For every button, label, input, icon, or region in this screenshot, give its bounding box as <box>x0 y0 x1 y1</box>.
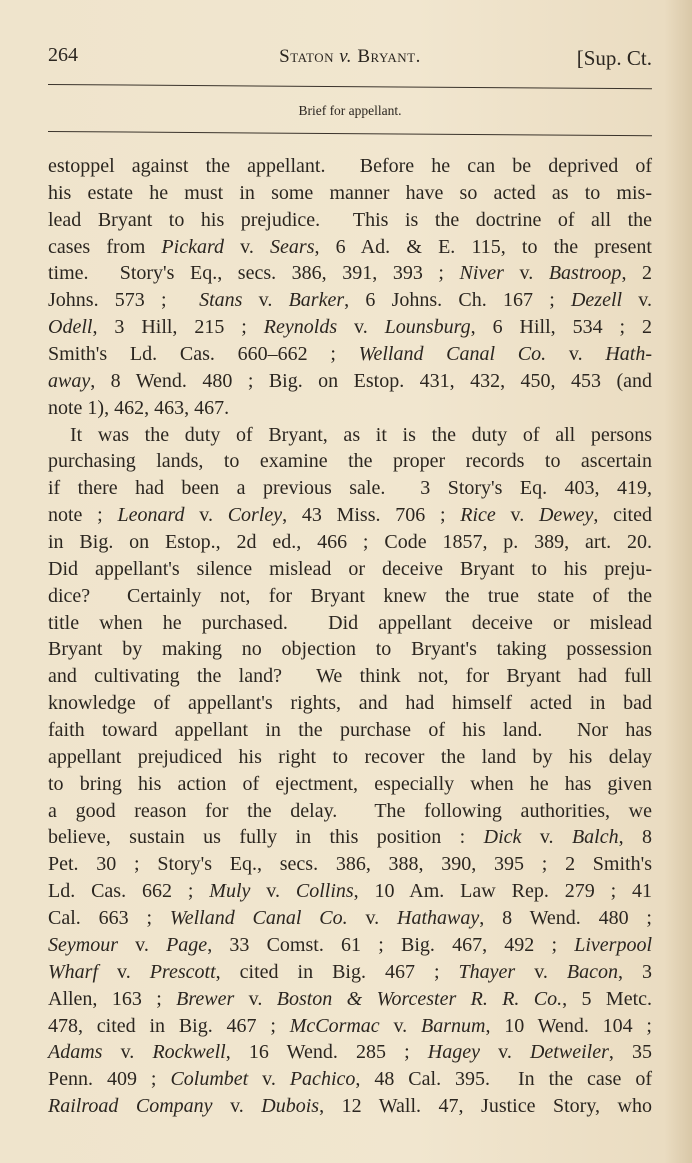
text-segment: , 5 Metc. <box>562 987 653 1010</box>
text-segment: Allen, 163 ; <box>48 987 177 1010</box>
text-segment: v. <box>337 316 385 339</box>
case-name: Bacon <box>566 960 619 983</box>
text-segment: v. <box>117 933 167 956</box>
text-line <box>48 1066 652 1093</box>
text-segment: knowledge of appellant's rights, and had himself acted in bad <box>48 692 652 715</box>
case-name: Dubois <box>261 1095 320 1118</box>
text-line <box>48 314 652 341</box>
case-name: Hathaway <box>397 907 480 930</box>
text-line <box>48 368 652 395</box>
text-segment: , 8 Wend. 480 ; Big. on Estop. 431, 432, 450, 453 (and <box>90 369 652 392</box>
case-name: Stans <box>199 289 243 312</box>
text-line <box>48 771 652 798</box>
section-subheading: Brief for appellant. <box>298 103 402 118</box>
text-segment: , 3 <box>618 960 653 983</box>
text-line <box>48 180 652 207</box>
text-line <box>48 798 652 825</box>
text-segment: , 12 Wall. 47, Justice Story, who <box>319 1095 652 1118</box>
text-line <box>48 502 652 529</box>
text-segment: , 8 <box>618 826 653 849</box>
case-name: Seymour <box>48 933 118 956</box>
text-segment: It was the duty of Bryant, as it is the duty of all persons <box>70 423 652 446</box>
text-segment: , 35 <box>608 1041 652 1064</box>
text-segment: v. <box>515 960 567 983</box>
text-segment: dice? Certainly not, for Bryant knew the true state of the <box>48 584 652 607</box>
text-segment: , 6 Ad. & E. 115, to the present <box>314 235 652 258</box>
text-line <box>48 878 652 905</box>
text-segment: , 48 Cal. 395. In the case of <box>355 1068 652 1091</box>
text-segment: , 43 Miss. 706 ; <box>282 504 461 527</box>
text-segment: , 8 Wend. 480 ; <box>479 907 652 930</box>
text-line <box>48 636 652 663</box>
case-name: Hath- <box>605 343 652 366</box>
case-name: Adams <box>48 1041 103 1064</box>
text-line <box>48 851 652 878</box>
text-segment: note ; <box>48 504 118 527</box>
text-segment: Johns. 573 ; <box>48 289 200 312</box>
text-line <box>48 260 652 287</box>
text-segment: time. Story's Eq., secs. 386, 391, 393 ; <box>48 262 460 285</box>
case-name: Pachico <box>289 1068 356 1091</box>
running-header <box>48 44 652 74</box>
text-line <box>48 663 652 690</box>
text-segment: Cal. 663 ; <box>48 907 170 930</box>
text-segment: purchasing lands, to examine the proper records to ascertain <box>48 450 652 473</box>
court-label: [Sup. Ct. <box>576 46 652 70</box>
text-segment: v. <box>212 1095 262 1118</box>
text-line <box>48 690 652 717</box>
text-segment: , 10 Wend. 104 ; <box>485 1014 652 1037</box>
text-segment: appellant prejudiced his right to recover the land by his delay <box>48 745 652 768</box>
text-segment: if there had been a previous sale. 3 Story's Eq. 403, 419, <box>48 477 652 500</box>
text-segment: , 10 Am. Law Rep. 279 ; 41 <box>353 880 653 903</box>
text-segment: v. <box>242 289 289 312</box>
text-segment: Smith's Ld. Cas. 660–662 ; <box>48 343 359 366</box>
text-segment: , 2 <box>621 262 653 285</box>
case-title-defendant: Bryant. <box>352 46 421 67</box>
case-name: Bastroop <box>548 262 622 285</box>
case-name: Hagey <box>427 1041 480 1064</box>
text-segment: v. <box>379 1014 421 1037</box>
text-segment: note 1), 462, 463, 467. <box>48 396 230 419</box>
case-title-plaintiff: Staton <box>279 46 340 67</box>
text-segment: v. <box>248 1068 290 1091</box>
text-segment: v. <box>184 504 228 527</box>
text-line <box>48 448 652 475</box>
text-line <box>48 422 652 449</box>
text-line <box>48 959 652 986</box>
text-line <box>48 1013 652 1040</box>
text-segment: 478, cited in Big. 467 ; <box>48 1014 290 1037</box>
case-name: Odell <box>48 316 93 339</box>
text-line <box>48 717 652 744</box>
text-segment: , 3 Hill, 215 ; <box>92 316 264 339</box>
text-segment: Ld. Cas. 662 ; <box>48 880 210 903</box>
text-line <box>48 529 652 556</box>
text-segment: v. <box>234 987 277 1010</box>
text-line <box>48 153 652 180</box>
text-segment: v. <box>480 1041 530 1064</box>
text-segment: v. <box>224 235 271 258</box>
text-line <box>48 583 652 610</box>
case-name: Balch <box>571 826 619 849</box>
case-name: Brewer <box>176 987 235 1010</box>
text-line <box>48 744 652 771</box>
text-segment: , 33 Comst. 61 ; Big. 467, 492 ; <box>207 933 575 956</box>
text-segment: , 6 Johns. Ch. 167 ; <box>344 289 571 312</box>
case-name: Rockwell <box>152 1041 226 1064</box>
text-line <box>48 287 652 314</box>
text-segment: v. <box>622 289 653 312</box>
case-name: Niver <box>459 262 504 285</box>
case-name: Leonard <box>117 504 185 527</box>
case-name: away <box>48 369 91 392</box>
case-name: Lounsburg <box>384 316 471 339</box>
case-name: Prescott <box>149 960 216 983</box>
text-line <box>48 475 652 502</box>
text-segment: estoppel against the appellant. Before he can be deprived of <box>48 155 652 177</box>
text-line <box>48 207 652 234</box>
text-segment: v. <box>98 960 150 983</box>
text-line <box>48 824 652 851</box>
text-segment: in Big. on Estop., 2d ed., 466 ; Code 1857, p. 389, art. 20. <box>48 531 652 554</box>
case-name: Corley <box>227 504 283 527</box>
text-segment: , 16 Wend. 285 ; <box>225 1041 428 1064</box>
case-name: Welland Canal Co. <box>169 907 348 930</box>
text-segment: v. <box>102 1041 153 1064</box>
text-line <box>48 556 652 583</box>
text-segment: v. <box>250 880 296 903</box>
case-name: Detweiler <box>529 1041 609 1064</box>
case-name: Dewey <box>538 504 594 527</box>
case-name: Sears <box>270 235 315 258</box>
text-line <box>48 234 652 261</box>
case-name: Railroad Company <box>48 1095 213 1118</box>
text-segment: a good reason for the delay. The following authorities, we <box>48 799 652 822</box>
text-line <box>48 932 652 959</box>
case-name: Welland Canal Co. <box>358 343 547 366</box>
header-rule-top <box>48 84 652 89</box>
body-text <box>48 153 652 1120</box>
case-name: Barker <box>288 289 345 312</box>
text-line <box>48 341 652 368</box>
text-segment: cases from <box>48 235 162 258</box>
case-name: McCormac <box>289 1014 380 1037</box>
text-segment: v. <box>495 504 539 527</box>
text-segment: v. <box>521 826 572 849</box>
text-line <box>48 1093 652 1120</box>
text-segment: faith toward appellant in the purchase of his land. Nor has <box>48 719 652 742</box>
text-segment: believe, sustain us fully in this position : <box>48 826 484 849</box>
case-name: Reynolds <box>263 316 338 339</box>
case-name: Barnum <box>420 1014 486 1037</box>
text-segment: lead Bryant to his prejudice. This is the doctrine of all the <box>48 208 652 231</box>
text-segment: Did appellant's silence mislead or deceive Bryant to his preju- <box>48 557 652 580</box>
text-segment: v. <box>503 262 549 285</box>
text-line <box>48 986 652 1013</box>
case-name: Collins <box>295 880 354 903</box>
page-number: 264 <box>48 44 78 66</box>
case-name: Wharf <box>48 960 98 983</box>
text-line <box>48 395 652 422</box>
case-name: Rice <box>460 504 496 527</box>
text-segment: title when he purchased. Did appellant deceive or mislead <box>48 611 652 634</box>
text-segment: , cited <box>593 504 652 527</box>
case-title <box>48 46 652 68</box>
case-name: Columbet <box>170 1068 249 1091</box>
text-segment: Bryant by making no objection to Bryant's taking possession <box>48 638 652 661</box>
text-segment: and cultivating the land? We think not, for Bryant had full <box>48 665 652 688</box>
text-segment: v. <box>546 343 606 366</box>
text-line <box>48 1039 652 1066</box>
header-rule-bottom <box>48 131 652 136</box>
case-name: Thayer <box>458 960 516 983</box>
text-segment: Pet. 30 ; Story's Eq., secs. 386, 388, 390, 395 ; 2 Smith's <box>48 853 652 876</box>
case-name: Pickard <box>161 235 224 258</box>
text-segment: v. <box>347 907 398 930</box>
text-segment: , cited in Big. 467 ; <box>215 960 459 983</box>
text-line <box>48 905 652 932</box>
text-segment: to bring his action of ejectment, especially when he has given <box>48 772 652 795</box>
case-name: Muly <box>209 880 251 903</box>
case-name: Liverpool <box>574 933 653 956</box>
case-name: Dezell <box>570 289 623 312</box>
case-name: Dick <box>483 826 522 849</box>
case-title-versus: v. <box>339 46 353 67</box>
text-segment: his estate he must in some manner have so acted as to mis- <box>48 181 652 204</box>
case-name: Page <box>166 933 208 956</box>
case-name: Boston & Worcester R. R. Co. <box>276 987 563 1010</box>
text-segment: , 6 Hill, 534 ; 2 <box>470 316 652 339</box>
text-line <box>48 610 652 637</box>
text-segment: Penn. 409 ; <box>48 1068 171 1091</box>
